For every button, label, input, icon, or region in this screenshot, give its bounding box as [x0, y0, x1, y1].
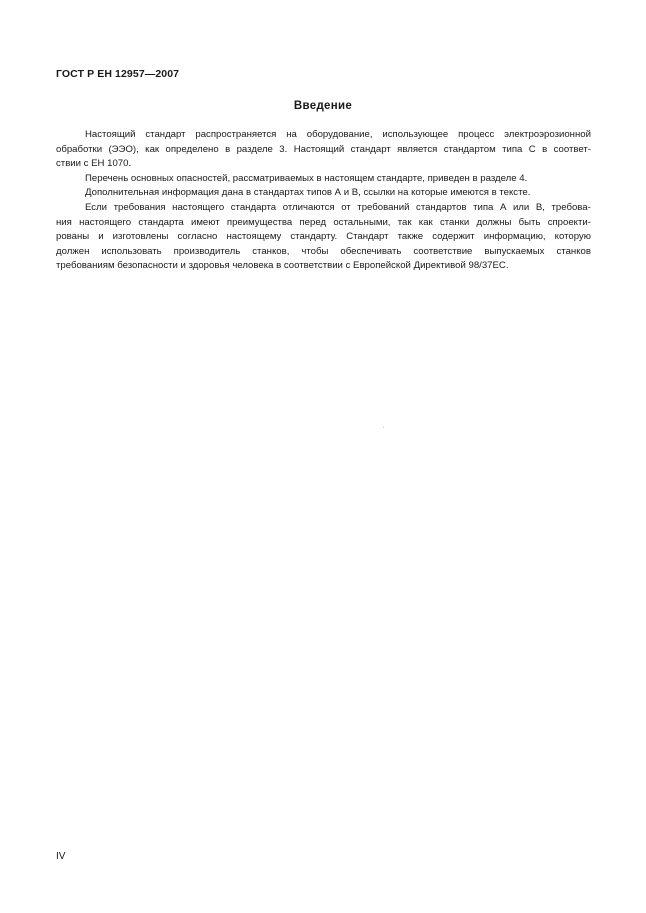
text-line-content: Если требования настоящего стандарта отличаются от требований стандартов типа А или В, требова- [85, 201, 591, 213]
text-line [56, 216, 591, 231]
text-line [56, 172, 591, 187]
text-line [56, 128, 591, 143]
section-title: Введение [293, 100, 353, 112]
text-line-content: рованы и изготовлены согласно настоящему стандарту. Стандарт также содержит информацию, которую [56, 231, 591, 243]
document-code-header: ГОСТ Р ЕН 12957—2007 [56, 68, 180, 80]
text-line [56, 245, 591, 260]
introduction-text [56, 128, 591, 274]
text-line [56, 259, 591, 274]
text-line-content: требованиям безопасности и здоровья человека в соответствии с Европейской Директивой 98/37ЕС. [56, 260, 509, 272]
text-line-content: ствии с ЕН 1070. [56, 158, 132, 170]
text-line-content: Настоящий стандарт распространяется на оборудование, использующее процесс электроэрозионной [85, 129, 591, 140]
text-line [56, 186, 591, 201]
scan-speck [383, 427, 384, 428]
text-line [56, 157, 591, 172]
text-line [56, 230, 591, 245]
text-line [56, 201, 591, 216]
text-line-content: Дополнительная информация дана в стандартах типов А и В, ссылки на которые имеются в тексте. [85, 187, 531, 199]
text-line-content: должен использовать производитель станков, чтобы обеспечивать соответствие выпускаемых станков [56, 245, 591, 257]
text-line-content: обработки (ЭЭО), как определено в разделе 3. Настоящий стандарт является стандартом типа С в соответ- [56, 143, 591, 155]
text-line-content: ния настоящего стандарта имеют преимущества перед остальными, так как станки должны быть спроекти- [56, 216, 591, 228]
text-line-content: Перечень основных опасностей, рассматриваемых в настоящем стандарте, приведен в разделе 4. [85, 172, 528, 184]
text-line [56, 143, 591, 158]
page-number: IV [56, 851, 66, 862]
